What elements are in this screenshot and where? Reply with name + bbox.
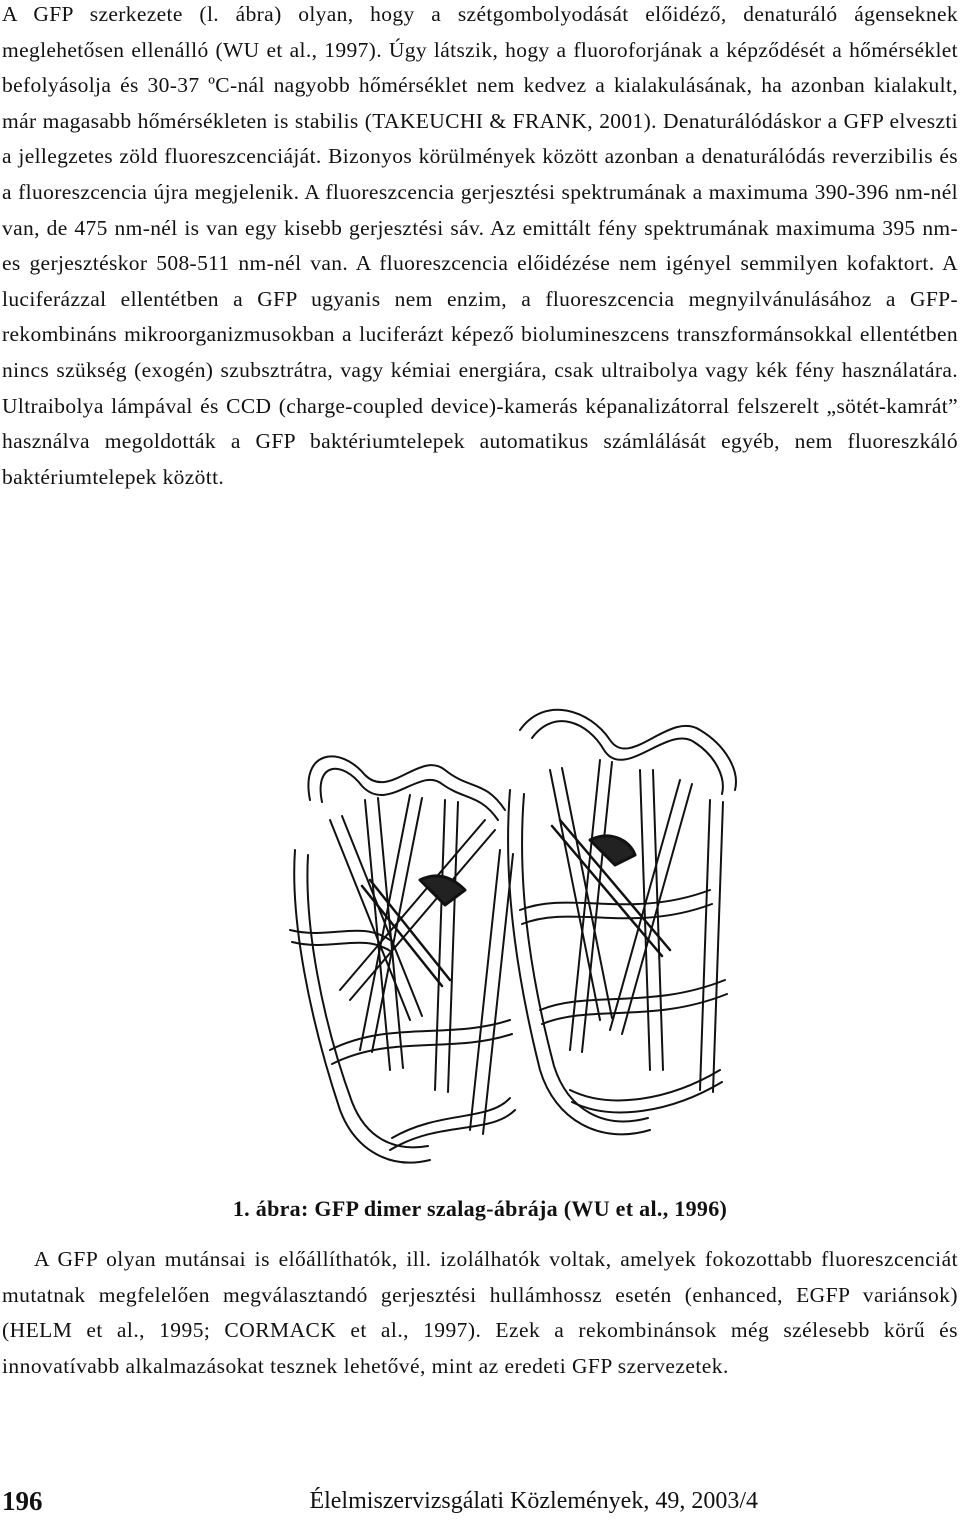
page-footer: [0, 1486, 960, 1522]
figure-caption: 1. ábra: GFP dimer szalag-ábrája (WU et al., 1996): [232, 1196, 728, 1221]
page-number: 196: [2, 1486, 43, 1516]
gfp-dimer-ribbon-figure: [270, 690, 750, 1180]
body-paragraph-2: [2, 1242, 958, 1384]
right-monomer-ribbon: [508, 710, 736, 1135]
left-monomer-ribbon: [290, 756, 515, 1162]
journal-reference: Élelmiszervizsgálati Közlemények, 49, 2003/4: [309, 1488, 758, 1514]
body-paragraph-2-text: A GFP olyan mutánsai is előállíthatók, ill. izolálhatók voltak, amelyek fokozottabb fluoreszcenciát mutatnak megfelelően megválasztandó gerjesztési hullámhossz esetén (enhanced, EGFP variánsok) (HELM et al., 1995; CORMACK et al., 1997). Ezek a rekombinánsok még szélesebb körű és innovatívabb alkalmazásokat tesznek lehetővé, mint az eredeti GFP szervezetek.: [2, 1247, 958, 1378]
body-paragraph-1: A GFP szerkezete (l. ábra) olyan, hogy a szétgombolyodását előidéző, denaturáló ágenseknek meglehetősen ellenálló (WU et al., 1997). Úgy látszik, hogy a fluoroforjának a képződését a hőmérséklet befolyásolja és 30-37 ºC-nál nagyobb hőmérséklet nem kedvez a kialakulásának, ha azonban kialakult, már magasabb hőmérsékleten is stabilis (TAKEUCHI & FRANK, 2001). Denaturálódáskor a GFP elveszti a jellegzetes zöld fluoreszcenciáját. Bizonyos körülmények között azonban a denaturálódás reverzibilis és a fluoreszcencia újra megjelenik. A fluoreszcencia gerjesztési spektrumának a maximuma 390-396 nm-nél van, de 475 nm-nél is van egy kisebb gerjesztési sáv. Az emittált fény spektrumának maximuma 395 nm-es gerjesztéskor 508-511 nm-nél van. A fluoreszcencia előidézése nem igényel semmilyen kofaktort. A luciferázzal ellentétben a GFP ugyanis nem enzim, a fluoreszcencia megnyilvánulásához a GFP-rekombináns mikroorganizmusokban a luciferázt képező biolumineszcens transzformánsokkal ellentétben nincs szükség (exogén) szubsztrátra, vagy kémiai energiára, csak ultraibolya vagy kék fény használatára. Ultraibolya lámpával és CCD (charge-coupled device)-kamerás képanalizátorral felszerelt „sötét-kamrát” használva megoldották a GFP baktériumtelepek automatikus számlálását egyéb, nem fluoreszkáló baktériumtelepek között.: [2, 2, 958, 489]
